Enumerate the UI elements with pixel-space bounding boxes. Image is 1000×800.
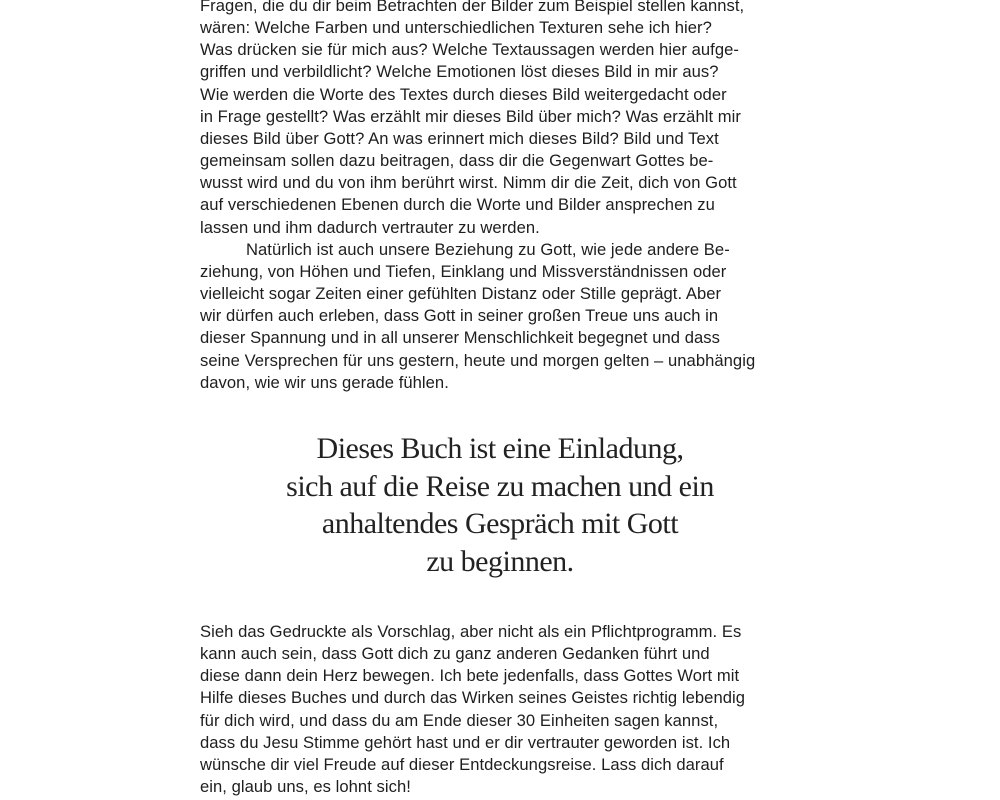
body-line: kann auch sein, dass Gott dich zu ganz anderen Gedanken führt und <box>200 644 710 664</box>
body-text-top <box>200 0 810 394</box>
body-line: dieses Bild über Gott? An was erinnert mich dieses Bild? Bild und Text <box>200 128 719 148</box>
body-line: davon, wie wir uns gerade fühlen. <box>200 372 449 392</box>
body-line: auf verschiedenen Ebenen durch die Worte und Bilder ansprechen zu <box>200 195 715 215</box>
pull-quote-line: Dieses Buch ist eine Einladung, <box>316 432 684 465</box>
body-line: griffen und verbildlicht? Welche Emotionen löst dieses Bild in mir aus? <box>200 62 719 82</box>
body-line: vielleicht sogar Zeiten einer gefühlten Distanz oder Stille geprägt. Aber <box>200 284 722 304</box>
body-line: wären: Welche Farben und unterschiedlichen Texturen sehe ich hier? <box>200 18 712 38</box>
body-line: ein, glaub uns, es lohnt sich! <box>200 777 411 797</box>
body-line: ziehung, von Höhen und Tiefen, Einklang und Missverständnissen oder <box>200 261 727 281</box>
body-line: Wie werden die Worte des Textes durch dieses Bild weitergedacht oder <box>200 84 727 104</box>
body-line: Fragen, die du dir beim Betrachten der Bilder zum Beispiel stellen kannst, <box>200 0 745 15</box>
body-text-bottom <box>200 621 810 798</box>
body-line: gemeinsam sollen dazu beitragen, dass dir die Gegenwart Gottes be- <box>200 151 714 171</box>
body-line: dass du Jesu Stimme gehört hast und er dir vertrauter geworden ist. Ich <box>200 732 731 752</box>
body-line: diese dann dein Herz bewegen. Ich bete jedenfalls, dass Gottes Wort mit <box>200 666 740 686</box>
body-line: Hilfe dieses Buches und durch das Wirken seines Geistes richtig lebendig <box>200 688 746 708</box>
body-line: seine Versprechen für uns gestern, heute und morgen gelten – unabhängig <box>200 350 756 370</box>
body-line-indented: Natürlich ist auch unsere Beziehung zu Gott, wie jede andere Be- <box>246 239 730 259</box>
pull-quote <box>200 430 800 580</box>
body-line: lassen und ihm dadurch vertrauter zu werden. <box>200 217 540 237</box>
body-line: Sieh das Gedruckte als Vorschlag, aber nicht als ein Pflichtprogramm. Es <box>200 622 742 641</box>
body-line: wünsche dir viel Freude auf dieser Entdeckungsreise. Lass dich darauf <box>200 754 724 774</box>
body-line: Was drücken sie für mich aus? Welche Textaussagen werden hier aufge- <box>200 40 739 60</box>
pull-quote-line: zu beginnen. <box>426 544 574 578</box>
body-line: wusst wird und du von ihm berührt wirst. Nimm dir die Zeit, dich von Gott <box>200 173 737 193</box>
body-line: dieser Spannung und in all unserer Menschlichkeit begegnet und dass <box>200 328 720 348</box>
pull-quote-line: anhaltendes Gespräch mit Gott <box>321 507 679 540</box>
body-line: wir dürfen auch erleben, dass Gott in seiner großen Treue uns auch in <box>200 306 719 326</box>
pull-quote-line: sich auf die Reise zu machen und ein <box>286 469 714 503</box>
body-line: in Frage gestellt? Was erzählt mir dieses Bild über mich? Was erzählt mir <box>200 106 741 126</box>
body-line: für dich wird, und dass du am Ende dieser 30 Einheiten sagen kannst, <box>200 710 719 730</box>
